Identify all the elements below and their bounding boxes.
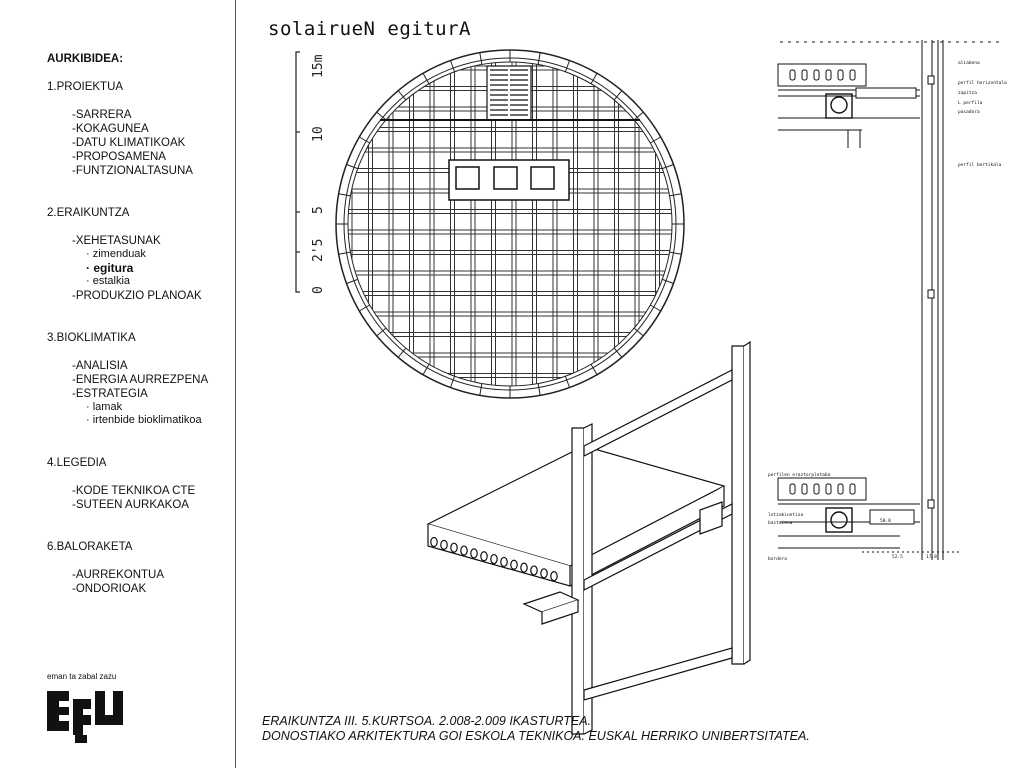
index-subitem[interactable]: · lamak <box>86 401 208 415</box>
scale-label-10: 10 <box>311 126 326 142</box>
scale-bar <box>296 52 300 292</box>
detail-label: perfilen eraztorpletaba <box>768 473 831 478</box>
detail-label: aliabena <box>958 61 980 66</box>
logo-motto: eman ta zabal zazu <box>47 672 117 681</box>
scale-label-0: 0 <box>311 286 326 294</box>
detail-label: perfil bertikala <box>958 163 1002 168</box>
index-title: AURKIBIDEA: <box>47 53 124 65</box>
index-item[interactable]: -AURREKONTUA <box>72 568 165 581</box>
detail-label: bordera <box>768 557 787 562</box>
index-subitem-active[interactable]: · egitura <box>86 262 208 276</box>
section-6-heading[interactable]: 6.BALORAKETA <box>47 540 133 553</box>
index-item[interactable]: -SUTEEN AURKAKOA <box>72 498 189 511</box>
index-item[interactable]: -XEHETASUNAK <box>72 235 161 247</box>
index-subitem[interactable]: · zimenduak <box>86 248 208 262</box>
stair-core <box>380 66 640 120</box>
section-2-heading[interactable]: 2.ERAIKUNTZA <box>47 207 130 219</box>
detail-label: bastoiena <box>768 521 793 526</box>
scale-label-2-5: 2'5 <box>311 238 326 262</box>
facade-section-detail <box>778 40 1000 560</box>
index-subitem[interactable]: · estalkia <box>86 275 208 289</box>
index-item[interactable]: -FUNTZIONALTASUNA <box>72 165 193 177</box>
detail-label: L perfila <box>958 101 983 106</box>
isometric-structure-detail <box>428 342 750 734</box>
scale-label-15m: 15m <box>311 54 326 78</box>
footer-line-school: DONOSTIAKO ARKITEKTURA GOI ESKOLA TEKNIKOA. EUSKAL HERRIKO UNIBERTSITATEA. <box>262 729 810 743</box>
index-item[interactable]: -ESTRATEGIA <box>72 387 148 400</box>
detail-label: pasadora <box>958 110 980 115</box>
index-item[interactable]: -PROPOSAMENA <box>72 151 166 163</box>
section-1-heading[interactable]: 1.PROIEKTUA <box>47 81 124 93</box>
index-item[interactable]: -DATU KLIMATIKOAK <box>72 137 186 149</box>
index-subitem[interactable]: · irtenbide bioklimatikoa <box>86 414 208 428</box>
detail-label: 17.8 <box>926 555 937 560</box>
detail-label: zapitza <box>958 91 977 96</box>
index-item[interactable]: -SARRERA <box>72 109 132 121</box>
footer-line-course: ERAIKUNTZA III. 5.KURTSOA. 2.008-2.009 IKASTURTEA. <box>262 714 592 728</box>
index-item[interactable]: -KODE TEKNIKOA CTE <box>72 484 196 497</box>
index-item[interactable]: -ANALISIA <box>72 359 128 372</box>
section-3-heading[interactable]: 3.BIOKLIMATIKA <box>47 331 136 344</box>
shaft-core <box>449 160 569 200</box>
section-4-heading[interactable]: 4.LEGEDIA <box>47 456 107 469</box>
detail-label: 50.8 <box>880 519 891 524</box>
page-title: solairueN egiturA <box>268 18 471 40</box>
index-item[interactable]: -PRODUKZIO PLANOAK <box>72 289 202 302</box>
detail-label: perfil horizontala <box>958 81 1007 86</box>
index-item[interactable]: -KOKAGUNEA <box>72 123 149 135</box>
detail-label: 52.5 <box>892 555 903 560</box>
detail-label: lotzakinetiza <box>768 513 804 518</box>
footer-credits <box>262 714 810 744</box>
scale-label-5: 5 <box>311 206 326 214</box>
index-item[interactable]: -ONDORIOAK <box>72 582 147 595</box>
index-item[interactable]: -ENERGIA AURREZPENA <box>72 373 209 386</box>
